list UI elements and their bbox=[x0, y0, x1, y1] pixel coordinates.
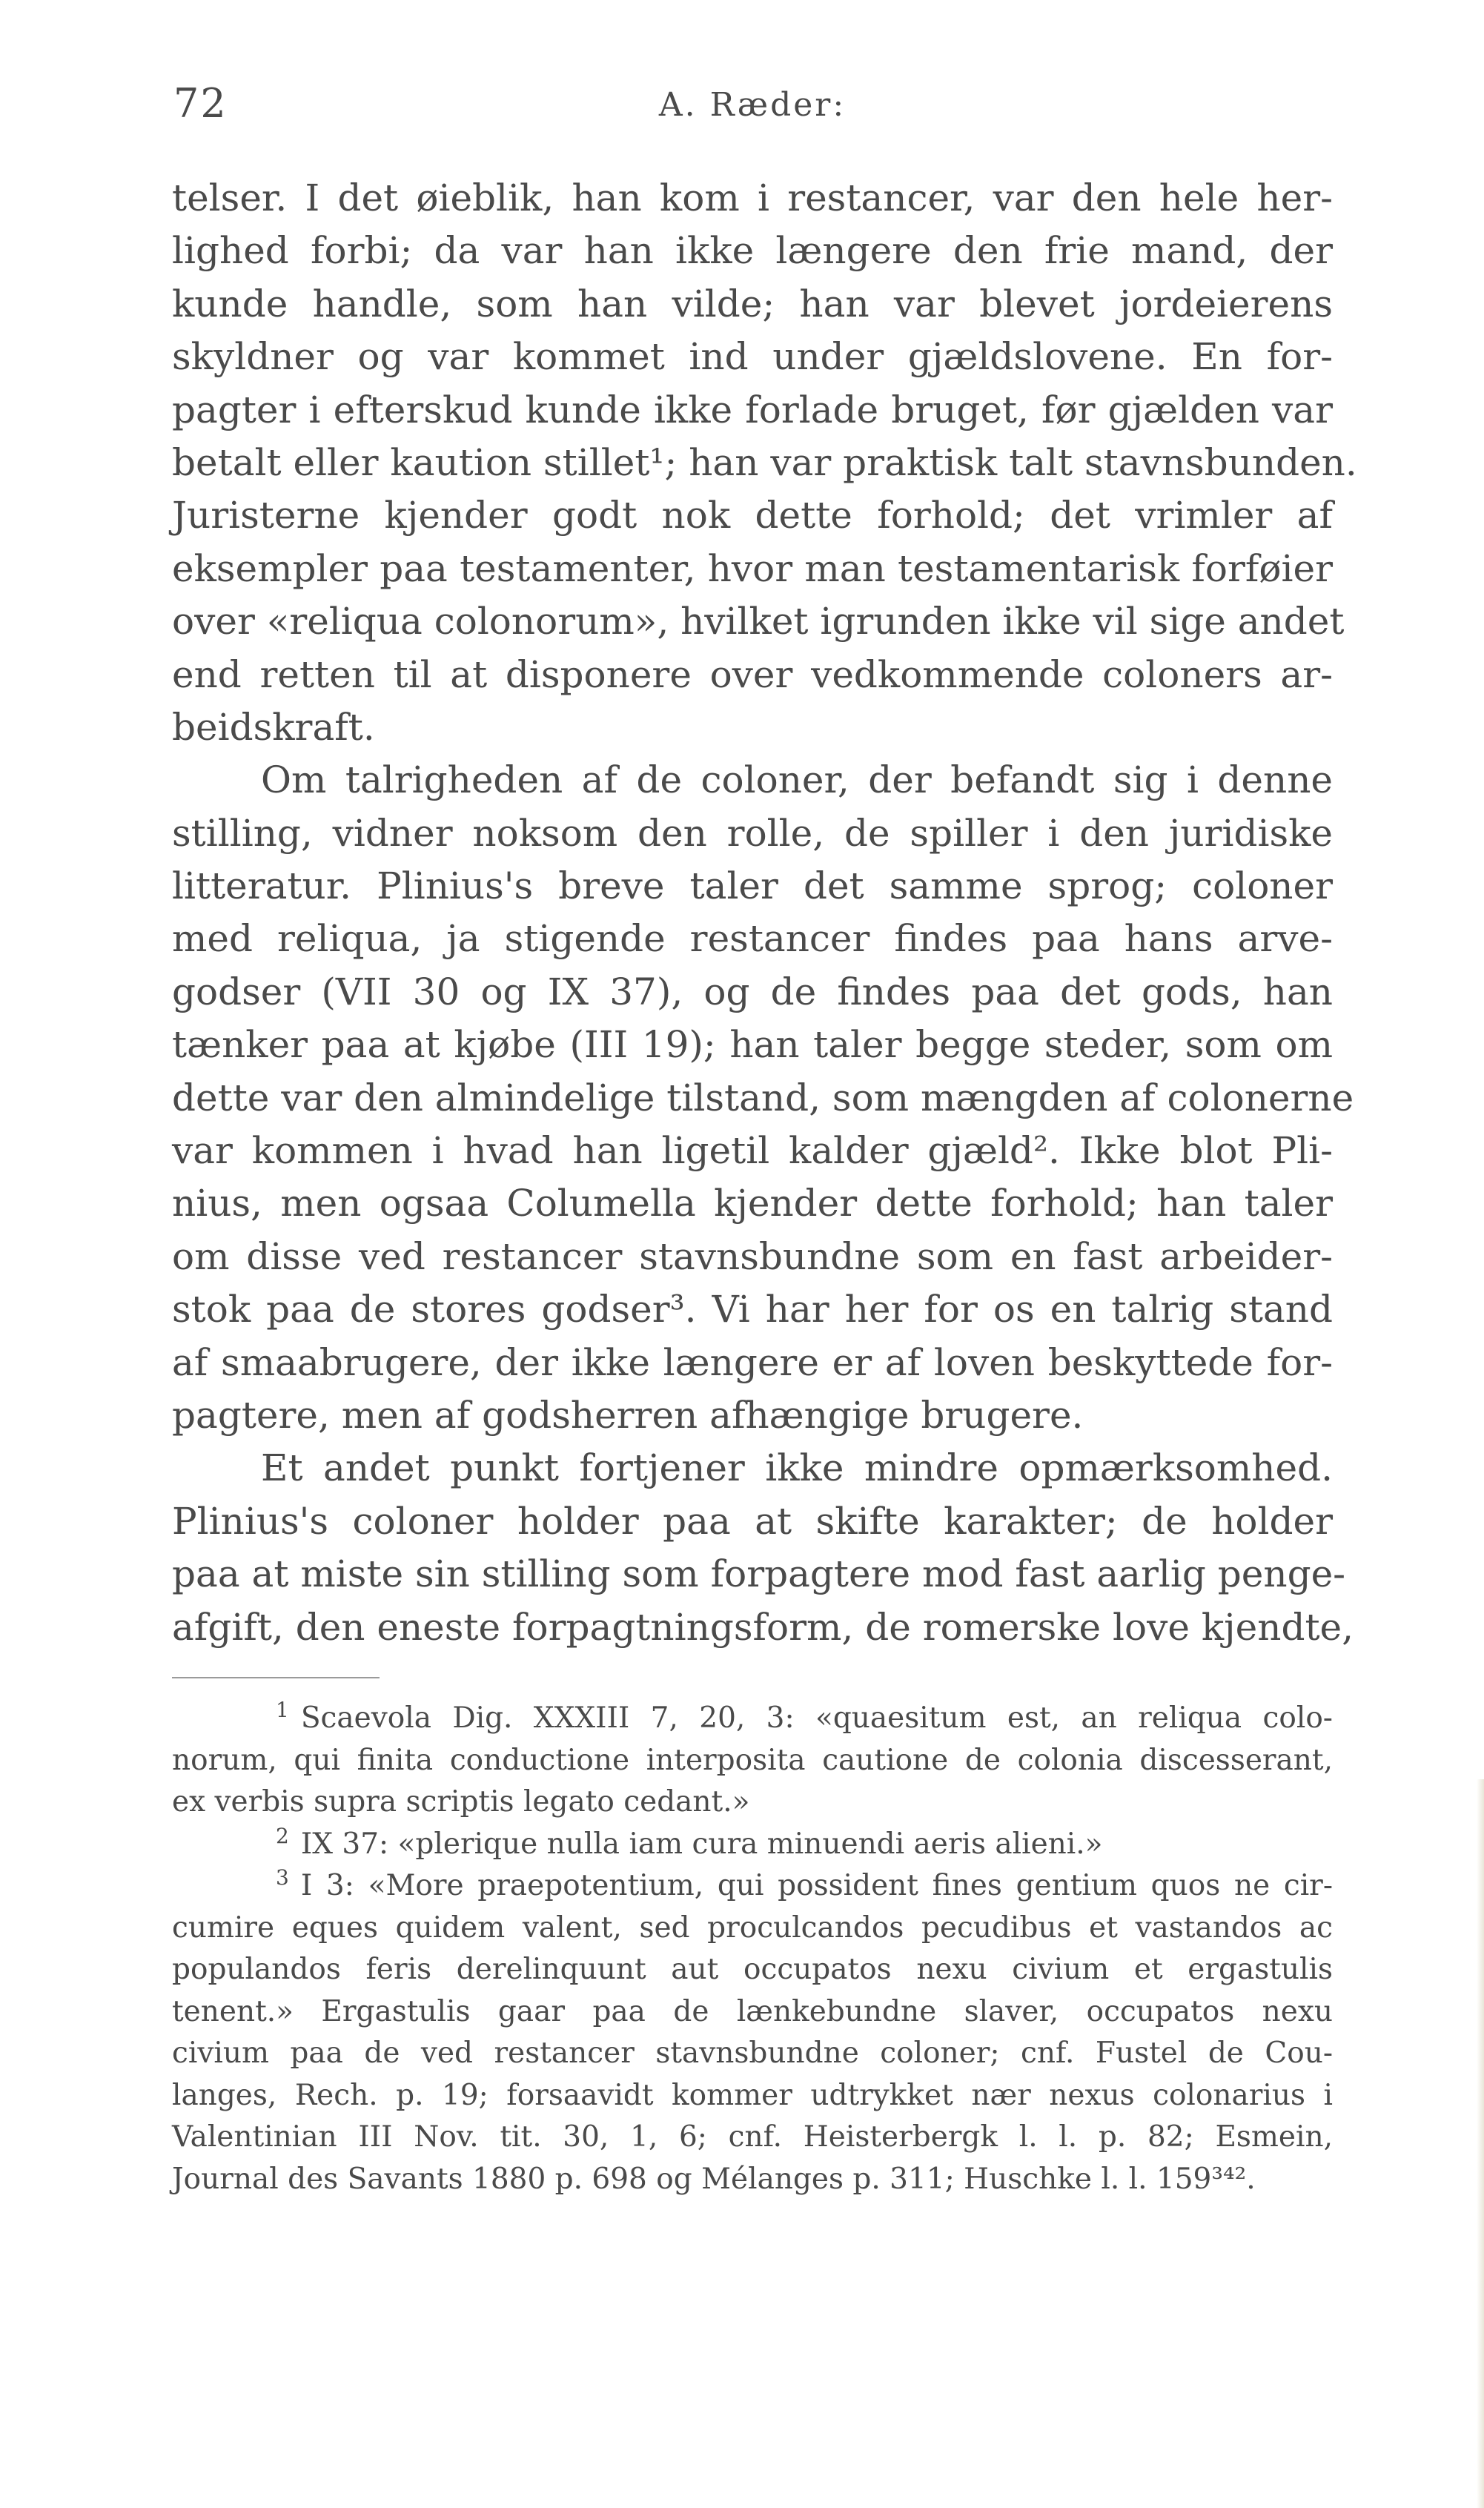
footnote-line: tenent.» Ergastulis gaar paa de lænkebundne slaver, occupatos nexu bbox=[172, 1994, 1333, 2028]
footnote-line: Journal des Savants 1880 p. 698 og Mélanges p. 311; Huschke l. l. 159³⁴². bbox=[172, 2162, 1256, 2196]
footnote-text: IX 37: «plerique nulla iam cura minuendi aeris alieni.» bbox=[300, 1827, 1103, 1861]
body-line: litteratur. Plinius's breve taler det samme sprog; coloner bbox=[172, 864, 1333, 908]
page-number: 72 bbox=[173, 80, 228, 127]
body-line: af smaabrugere, der ikke længere er af loven beskyttede for- bbox=[172, 1340, 1333, 1384]
body-line: Juristerne kjender godt nok dette forhold; det vrimler af bbox=[172, 494, 1333, 537]
footnote-divider bbox=[172, 1677, 380, 1678]
paragraph-start-line: Om talrigheden af de coloner, der befandt sig i denne bbox=[261, 758, 1333, 802]
body-line: lighed forbi; da var han ikke længere den frie mand, der bbox=[172, 229, 1333, 273]
footnote-3-line bbox=[172, 1865, 1333, 1908]
running-head: A. Ræder: bbox=[658, 86, 847, 124]
body-line: dette var den almindelige tilstand, som mængden af colonerne bbox=[172, 1076, 1354, 1119]
body-line: eksempler paa testamenter, hvor man testamentarisk forføier bbox=[172, 546, 1333, 590]
body-line: stok paa de stores godser³. Vi har her for os en talrig stand bbox=[172, 1288, 1333, 1331]
body-line: tænker paa at kjøbe (III 19); han taler begge steder, som om bbox=[172, 1023, 1333, 1067]
body-line: over «reliqua colonorum», hvilket igrunden ikke vil sige andet bbox=[172, 600, 1345, 643]
body-line: Plinius's coloner holder paa at skifte karakter; de holder bbox=[172, 1499, 1333, 1543]
body-text bbox=[172, 172, 1357, 1654]
body-line: pagtere, men af godsherren afhængige brugere. bbox=[172, 1393, 1084, 1437]
footnote-line: ex verbis supra scriptis legato cedant.» bbox=[172, 1785, 750, 1819]
footnote-line: populandos feris derelinquunt aut occupatos nexu civium et ergastulis bbox=[172, 1953, 1333, 1986]
body-line: telser. I det øieblik, han kom i restancer, var den hele her- bbox=[172, 176, 1333, 219]
body-line: stilling, vidner noksom den rolle, de spiller i den juridiske bbox=[172, 811, 1333, 855]
footnote-line: Valentinian III Nov. tit. 30, 1, 6; cnf. Heisterbergk l. l. p. 82; Esmein, bbox=[172, 2120, 1333, 2154]
body-line: pagter i efterskud kunde ikke forlade bruget, før gjælden var bbox=[172, 388, 1333, 431]
body-line: kunde handle, som han vilde; han var blevet jordeierens bbox=[172, 282, 1333, 325]
footnotes bbox=[172, 1698, 1333, 2200]
footnote-line: norum, qui finita conductione interposita cautione de colonia discesserant, bbox=[172, 1743, 1333, 1777]
footnote-line: civium paa de ved restancer stavnsbundne coloner; cnf. Fustel de Cou- bbox=[172, 2036, 1333, 2070]
footnote-line: cumire eques quidem valent, sed proculcandos pecudibus et vastandos ac bbox=[172, 1910, 1333, 1945]
footnote-text: I 3: «More praepotentium, qui possident fines gentium quos ne cir- bbox=[300, 1869, 1333, 1902]
body-line: skyldner og var kommet ind under gjældslovene. En for- bbox=[172, 335, 1333, 379]
footnote-mark: 1 bbox=[276, 1698, 289, 1722]
body-line: beidskraft. bbox=[172, 705, 375, 749]
scan-edge-shadow bbox=[1477, 1779, 1484, 2508]
body-line: med reliqua, ja stigende restancer findes paa hans arve- bbox=[172, 917, 1333, 961]
body-line: betalt eller kaution stillet¹; han var praktisk talt stavnsbunden. bbox=[172, 440, 1357, 484]
body-line: om disse ved restancer stavnsbundne som en fast arbeider- bbox=[172, 1234, 1333, 1278]
footnote-mark: 3 bbox=[276, 1865, 289, 1890]
body-line: var kommen i hvad han ligetil kalder gjæld². Ikke blot Pli- bbox=[172, 1129, 1333, 1173]
paragraph-start-line: Et andet punkt fortjener ikke mindre opmærksomhed. bbox=[261, 1446, 1333, 1490]
footnote-mark: 2 bbox=[276, 1823, 289, 1848]
footnote-text: Scaevola Dig. XXXIII 7, 20, 3: «quaesitum est, an reliqua colo- bbox=[300, 1701, 1333, 1735]
body-line: paa at miste sin stilling som forpagtere mod fast aarlig penge- bbox=[172, 1552, 1346, 1596]
footnote-1-line bbox=[172, 1698, 1333, 1740]
footnote-2-line bbox=[172, 1824, 1333, 1866]
body-line: end retten til at disponere over vedkommende coloners ar- bbox=[172, 652, 1333, 696]
body-line: afgift, den eneste forpagtningsform, de romerske love kjendte, bbox=[172, 1605, 1354, 1649]
footnote-line: langes, Rech. p. 19; forsaavidt kommer udtrykket nær nexus colonarius i bbox=[172, 2078, 1333, 2112]
body-line: nius, men ogsaa Columella kjender dette forhold; han taler bbox=[172, 1182, 1333, 1225]
body-line: godser (VII 30 og IX 37), og de findes paa det gods, han bbox=[172, 970, 1333, 1013]
page-header bbox=[172, 80, 1333, 139]
